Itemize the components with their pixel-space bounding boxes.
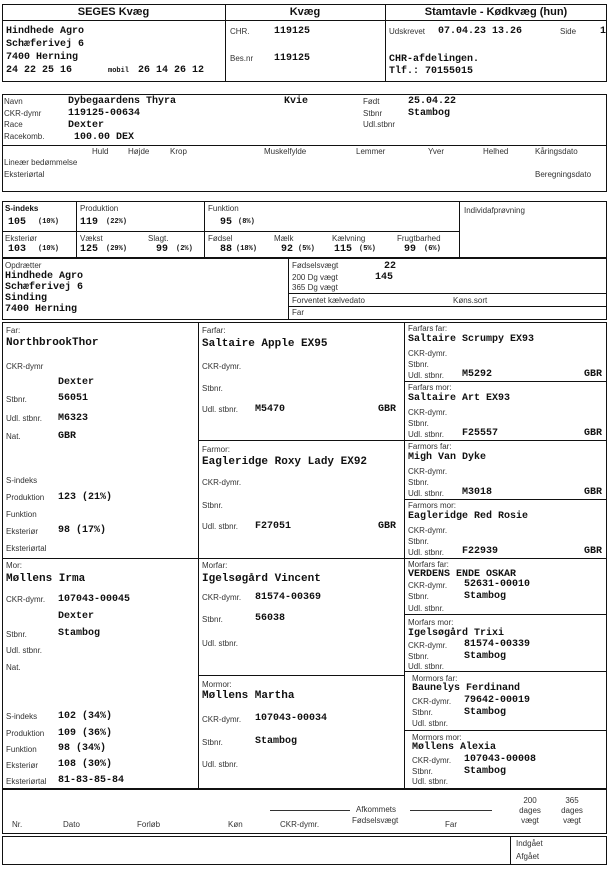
mor-eksterior-label: Eksteriør bbox=[6, 761, 38, 770]
mormorsfar-chr-label: CKR-dymr. bbox=[412, 697, 452, 706]
racekomb-label: Racekomb. bbox=[4, 132, 45, 141]
farmorsmor-name: Eagleridge Red Rosie bbox=[408, 511, 529, 522]
chr-afdeling: CHR-afdelingen. bbox=[389, 54, 480, 65]
farfar-nat: GBR bbox=[378, 404, 397, 415]
morfarsfar-stbnr-label: Stbnr. bbox=[408, 592, 429, 601]
farmorsmor-nat: GBR bbox=[584, 546, 603, 557]
col-hojde: Højde bbox=[128, 147, 150, 156]
mormor-name: Møllens Martha bbox=[202, 690, 295, 702]
farmor-stbnr-label: Stbnr. bbox=[202, 501, 223, 510]
fodselsvaegt-value: 22 bbox=[384, 261, 397, 272]
farfar-udl-label: Udl. stbnr. bbox=[202, 405, 239, 414]
side-value: 1 bbox=[600, 26, 607, 37]
far-funktion-label: Funktion bbox=[6, 510, 37, 519]
dg365-label: 365 Dg vægt bbox=[292, 283, 338, 292]
farfarsfar-nat: GBR bbox=[584, 369, 603, 380]
funktion-value: 95 bbox=[220, 217, 233, 228]
farmorsmor-chr-label: CKR-dymr. bbox=[408, 526, 448, 535]
farmorsmor-udl-label: Udl. stbnr. bbox=[408, 548, 445, 557]
udskrevet-value: 07.04.23 13.26 bbox=[438, 26, 523, 37]
farfarsmor-udl-label: Udl. stbnr. bbox=[408, 430, 445, 439]
mormorsfar-chr: 79642-00019 bbox=[464, 695, 531, 706]
produktion-pct: (22%) bbox=[106, 218, 128, 226]
offspring-dg365-1: 365 bbox=[565, 796, 579, 805]
mormorsmor-chr: 107043-00008 bbox=[464, 754, 537, 765]
mor-funktion-label: Funktion bbox=[6, 745, 37, 754]
far-chr-label: CKR-dymr bbox=[6, 362, 44, 371]
morfarsfar-chr: 52631-00010 bbox=[464, 579, 531, 590]
linear-label: Lineær bedømmelse bbox=[4, 158, 78, 167]
col-muskelfylde: Muskelfylde bbox=[264, 147, 307, 156]
farfarsmor-nat: GBR bbox=[584, 428, 603, 439]
owner-city: 7400 Herning bbox=[6, 52, 79, 63]
animal-race: Dexter bbox=[68, 120, 105, 131]
udskrevet-label: Udskrevet bbox=[389, 27, 426, 36]
offspring-dg365-2: dages bbox=[561, 806, 583, 815]
funktion-label: Funktion bbox=[208, 204, 239, 213]
farfarsfar-stbnr-label: Stbnr. bbox=[408, 360, 429, 369]
morfarsmor-name: Igelsøgård Trixi bbox=[408, 628, 505, 639]
farfarsfar-label: Farfars far: bbox=[408, 324, 448, 333]
fodsel-pct: (18%) bbox=[236, 245, 258, 253]
morfar-label: Morfar: bbox=[202, 561, 228, 570]
mormorsfar-stbnr: Stambog bbox=[464, 707, 507, 718]
far-eksterior-label: Eksteriør bbox=[6, 527, 38, 536]
mor-stbnr-label: Stbnr. bbox=[6, 630, 27, 639]
mobile-label: mobil bbox=[108, 67, 130, 75]
animal-sex: Kvie bbox=[284, 96, 309, 107]
animal-fodt: 25.04.22 bbox=[408, 96, 457, 107]
farfarsfar-name: Saltaire Scrumpy EX93 bbox=[408, 334, 535, 345]
farfar-name: Saltaire Apple EX95 bbox=[202, 338, 328, 350]
stbnr-label: Stbnr bbox=[363, 109, 383, 118]
farfar-udl: M5470 bbox=[255, 404, 286, 415]
farmorsmor-udl: F22939 bbox=[462, 546, 499, 557]
offspring-col-far: Far bbox=[445, 820, 457, 829]
farfar-stbnr-label: Stbnr. bbox=[202, 384, 223, 393]
far-nat: GBR bbox=[58, 431, 77, 442]
mormorsmor-chr-label: CKR-dymr. bbox=[412, 756, 452, 765]
owner-name: Hindhede Agro bbox=[6, 26, 85, 37]
maelk-label: Mælk bbox=[274, 234, 294, 243]
morfarsfar-stbnr: Stambog bbox=[464, 591, 507, 602]
fodselsvaegt-label: Fødselsvægt bbox=[292, 261, 339, 270]
navn-label: Navn bbox=[4, 97, 23, 106]
breeder-line-3: Sinding bbox=[5, 293, 48, 304]
mormorsmor-name: Møllens Alexia bbox=[412, 742, 497, 753]
race-label: Race bbox=[4, 120, 23, 129]
farfarsfar-chr-label: CKR-dymr. bbox=[408, 349, 448, 358]
farmor-chr-label: CKR-dymr. bbox=[202, 478, 242, 487]
eksterior-pct: (10%) bbox=[38, 245, 60, 253]
offspring-col-forlob: Forløb bbox=[137, 820, 161, 829]
page-title: Stamtavle - Kødkvæg (hun) bbox=[424, 6, 568, 18]
mormorsmor-label: Mormors mor: bbox=[412, 733, 462, 742]
offspring-col-kon: Køn bbox=[228, 820, 243, 829]
produktion-label: Produktion bbox=[80, 204, 119, 213]
farmorsfar-name: Migh Van Dyke bbox=[408, 452, 487, 463]
farfarsmor-label: Farfars mor: bbox=[408, 383, 452, 392]
offspring-dg200-2: dages bbox=[519, 806, 541, 815]
mormor-stbnr-label: Stbnr. bbox=[202, 738, 223, 747]
fodt-label: Født bbox=[363, 97, 380, 106]
kaelvning-value: 115 bbox=[334, 244, 353, 255]
vaekst-label: Vækst bbox=[80, 234, 103, 243]
opdraetter-label: Opdrætter bbox=[5, 261, 42, 270]
far-label: Far: bbox=[6, 326, 21, 335]
mormor-stbnr: Stambog bbox=[255, 736, 298, 747]
slagt-label: Slagt. bbox=[148, 234, 169, 243]
farmorsfar-label: Farmors far: bbox=[408, 442, 452, 451]
eksterior-label: Eksteriør bbox=[5, 234, 37, 243]
col-lemmer: Lemmer bbox=[356, 147, 386, 156]
far-produktion-label: Produktion bbox=[6, 493, 45, 502]
far-label: Far bbox=[292, 308, 304, 317]
breeder-line-4: 7400 Herning bbox=[5, 304, 78, 315]
produktion-value: 119 bbox=[80, 217, 99, 228]
farmor-udl-label: Udl. stbnr. bbox=[202, 522, 239, 531]
farfar-chr-label: CKR-dymr. bbox=[202, 362, 242, 371]
besnr-label: Bes.nr bbox=[230, 54, 254, 63]
udlstbnr-label: Udl.stbnr bbox=[363, 120, 396, 129]
sindeks-label: S-indeks bbox=[5, 204, 39, 213]
mor-eksteriortal: 81-83-85-84 bbox=[58, 775, 125, 786]
farmorsfar-udl-label: Udl. stbnr. bbox=[408, 489, 445, 498]
far-sindeks-label: S-indeks bbox=[6, 476, 38, 485]
farmorsfar-stbnr-label: Stbnr. bbox=[408, 478, 429, 487]
maelk-value: 92 bbox=[281, 244, 294, 255]
owner-street: Schæferivej 6 bbox=[6, 39, 85, 50]
morfar-chr: 81574-00369 bbox=[255, 592, 322, 603]
beregningsdato-label: Beregningsdato bbox=[535, 170, 592, 179]
farfar-label: Farfar: bbox=[202, 326, 226, 335]
afgaaet-label: Afgået bbox=[516, 852, 540, 861]
owner-mobile: 26 14 26 12 bbox=[138, 65, 205, 76]
mormorsfar-stbnr-label: Stbnr. bbox=[412, 708, 433, 717]
offspring-col-fodselsvaegt: Fødselsvægt bbox=[352, 816, 399, 825]
morfarsfar-chr-label: CKR-dymr. bbox=[408, 581, 448, 590]
far-eksterior: 98 (17%) bbox=[58, 525, 107, 536]
breeder-line-1: Hindhede Agro bbox=[5, 271, 84, 282]
org-title: SEGES Kvæg bbox=[77, 6, 150, 18]
morfar-udl-label: Udl. stbnr. bbox=[202, 639, 239, 648]
animal-stbnr: Stambog bbox=[408, 108, 451, 119]
sindeks-pct: (10%) bbox=[38, 218, 60, 226]
animal-name: Dybegaardens Thyra bbox=[68, 96, 177, 107]
col-karingsdato: Kåringsdato bbox=[535, 147, 578, 156]
afkommets-label: Afkommets bbox=[356, 805, 397, 814]
offspring-dg365-3: vægt bbox=[563, 816, 581, 825]
morfar-name: Igelsøgård Vincent bbox=[202, 573, 321, 585]
farfarsfar-udl-label: Udl. stbnr. bbox=[408, 371, 445, 380]
offspring-col-nr: Nr. bbox=[12, 820, 23, 829]
kaelvning-pct: (5%) bbox=[359, 245, 376, 253]
frugtbarhed-value: 99 bbox=[404, 244, 417, 255]
eksteriortal-label: Eksteriørtal bbox=[4, 170, 45, 179]
mor-eksterior: 108 (30%) bbox=[58, 759, 113, 770]
mormorsfar-udl-label: Udl. stbnr. bbox=[412, 719, 449, 728]
dg200-value: 145 bbox=[375, 272, 394, 283]
mor-sindeks: 102 (34%) bbox=[58, 711, 113, 722]
mormor-udl-label: Udl. stbnr. bbox=[202, 760, 239, 769]
morfar-stbnr: 56038 bbox=[255, 613, 286, 624]
animal-racekomb: 100.00 DEX bbox=[74, 132, 135, 143]
offspring-dg200-1: 200 bbox=[523, 796, 537, 805]
farmor-nat: GBR bbox=[378, 521, 397, 532]
kaelvning-label: Kælvning bbox=[332, 234, 366, 243]
eksterior-value: 103 bbox=[8, 244, 27, 255]
mormorsmor-stbnr: Stambog bbox=[464, 766, 507, 777]
morfarsmor-udl-label: Udl. stbnr. bbox=[408, 662, 445, 671]
morfar-chr-label: CKR-dymr. bbox=[202, 593, 242, 602]
col-huld: Huld bbox=[92, 147, 109, 156]
mor-eksteriortal-label: Eksteriørtal bbox=[6, 777, 47, 786]
morfarsmor-label: Morfars mor: bbox=[408, 618, 454, 627]
section-title: Kvæg bbox=[289, 6, 321, 18]
far-udl: M6323 bbox=[58, 413, 89, 424]
farmor-name: Eagleridge Roxy Lady EX92 bbox=[202, 456, 368, 468]
frugtbarhed-pct: (6%) bbox=[424, 245, 441, 253]
mor-chr-label: CKR-dymr. bbox=[6, 595, 46, 604]
col-krop: Krop bbox=[170, 147, 187, 156]
mormorsmor-udl-label: Udl. stbnr. bbox=[412, 777, 449, 786]
dg200-label: 200 Dg vægt bbox=[292, 273, 338, 282]
morfarsmor-stbnr: Stambog bbox=[464, 651, 507, 662]
morfarsfar-name: VERDENS ENDE OSKAR bbox=[408, 569, 517, 580]
owner-phone: 24 22 25 16 bbox=[6, 65, 73, 76]
far-eksteriortal-label: Eksteriørtal bbox=[6, 544, 47, 553]
farfarsmor-udl: F25557 bbox=[462, 428, 499, 439]
farmor-label: Farmor: bbox=[202, 445, 230, 454]
farfarsfar-udl: M5292 bbox=[462, 369, 493, 380]
farmor-udl: F27051 bbox=[255, 521, 292, 532]
col-yver: Yver bbox=[428, 147, 445, 156]
mor-label: Mor: bbox=[6, 561, 22, 570]
slagt-value: 99 bbox=[156, 244, 169, 255]
konssort-label: Køns.sort bbox=[453, 296, 488, 305]
mor-name: Møllens Irma bbox=[6, 573, 86, 585]
mor-funktion: 98 (34%) bbox=[58, 743, 107, 754]
offspring-dg200-3: vægt bbox=[521, 816, 539, 825]
morfarsmor-stbnr-label: Stbnr. bbox=[408, 652, 429, 661]
sindeks-value: 105 bbox=[8, 217, 27, 228]
frugtbarhed-label: Frugtbarhed bbox=[397, 234, 441, 243]
mormorsfar-label: Mormors far: bbox=[412, 674, 458, 683]
mormorsfar-name: Baunelys Ferdinand bbox=[412, 683, 521, 694]
mor-nat-label: Nat. bbox=[6, 663, 21, 672]
col-helhed: Helhed bbox=[483, 147, 509, 156]
farmorsmor-stbnr-label: Stbnr. bbox=[408, 537, 429, 546]
farmorsmor-label: Farmors mor: bbox=[408, 501, 456, 510]
individafprovning-label: Individafprøvning bbox=[464, 206, 525, 215]
morfar-stbnr-label: Stbnr. bbox=[202, 615, 223, 624]
chr-afdeling-phone: Tlf.: 70155015 bbox=[389, 66, 474, 77]
forventet-label: Forventet kælvedato bbox=[292, 296, 365, 305]
far-nat-label: Nat. bbox=[6, 432, 21, 441]
farmorsfar-chr-label: CKR-dymr. bbox=[408, 467, 448, 476]
mor-chr: 107043-00045 bbox=[58, 594, 131, 605]
mormor-chr: 107043-00034 bbox=[255, 713, 328, 724]
far-name: NorthbrookThor bbox=[6, 337, 99, 349]
animal-chr: 119125-00634 bbox=[68, 108, 141, 119]
mor-sindeks-label: S-indeks bbox=[6, 712, 38, 721]
mormor-chr-label: CKR-dymr. bbox=[202, 715, 242, 724]
mor-produktion: 109 (36%) bbox=[58, 728, 113, 739]
mor-race: Dexter bbox=[58, 611, 95, 622]
far-stbnr-label: Stbnr. bbox=[6, 395, 27, 404]
side-label: Side bbox=[560, 27, 577, 36]
offspring-col-ckr: CKR-dymr. bbox=[280, 820, 320, 829]
morfarsmor-chr: 81574-00339 bbox=[464, 639, 531, 650]
chr-dymr-label: CKR-dymr bbox=[4, 109, 42, 118]
mormorsmor-stbnr-label: Stbnr. bbox=[412, 767, 433, 776]
funktion-pct: (8%) bbox=[238, 218, 255, 226]
farfarsmor-chr-label: CKR-dymr. bbox=[408, 408, 448, 417]
slagt-pct: (2%) bbox=[176, 245, 193, 253]
mor-stbnr: Stambog bbox=[58, 628, 101, 639]
vaekst-value: 125 bbox=[80, 244, 99, 255]
breeder-line-2: Schæferivej 6 bbox=[5, 282, 84, 293]
far-udl-label: Udl. stbnr. bbox=[6, 414, 43, 423]
offspring-col-dato: Dato bbox=[63, 820, 80, 829]
mor-udl-label: Udl. stbnr. bbox=[6, 646, 43, 655]
farfarsmor-stbnr-label: Stbnr. bbox=[408, 419, 429, 428]
besnr-value: 119125 bbox=[274, 53, 311, 64]
morfarsfar-udl-label: Udl. stbnr. bbox=[408, 604, 445, 613]
far-race: Dexter bbox=[58, 377, 95, 388]
mor-produktion-label: Produktion bbox=[6, 729, 45, 738]
farmorsfar-udl: M3018 bbox=[462, 487, 493, 498]
fodsel-label: Fødsel bbox=[208, 234, 233, 243]
chr-value: 119125 bbox=[274, 26, 311, 37]
chr-label: CHR. bbox=[230, 27, 250, 36]
far-stbnr: 56051 bbox=[58, 393, 89, 404]
mormor-label: Mormor: bbox=[202, 680, 232, 689]
farmorsfar-nat: GBR bbox=[584, 487, 603, 498]
farfarsmor-name: Saltaire Art EX93 bbox=[408, 393, 511, 404]
maelk-pct: (5%) bbox=[298, 245, 315, 253]
morfarsfar-label: Morfars far: bbox=[408, 560, 449, 569]
far-produktion: 123 (21%) bbox=[58, 492, 113, 503]
fodsel-value: 88 bbox=[220, 244, 233, 255]
vaekst-pct: (29%) bbox=[106, 245, 128, 253]
indgaaet-label: Indgået bbox=[516, 839, 543, 848]
morfarsmor-chr-label: CKR-dymr. bbox=[408, 641, 448, 650]
